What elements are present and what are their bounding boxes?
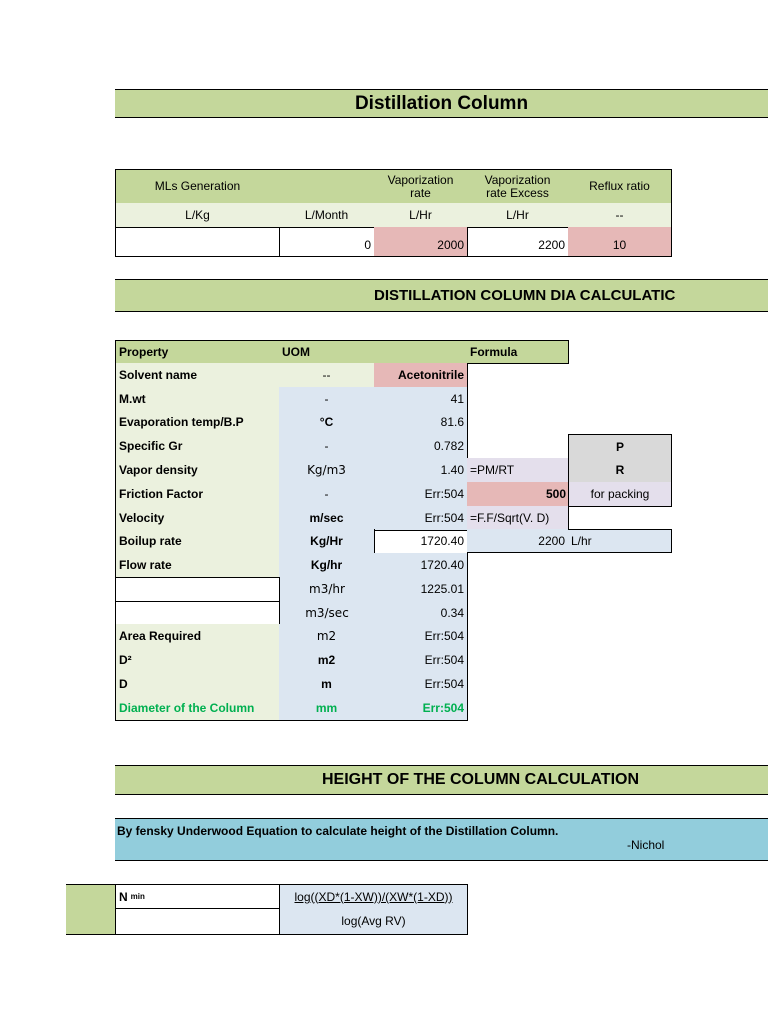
nmin-label-lower: [115, 908, 280, 935]
property-area-required: Area Required: [115, 624, 280, 649]
nmin-numerator-text: log((XD*(1-XW))/(XW*(1-XD)): [294, 889, 453, 904]
property-row-10: [115, 601, 280, 626]
uom-diameter-of-the-column: mm: [279, 696, 375, 721]
uom-vapor-density: Kg/m3: [279, 458, 375, 483]
fensky-text: By fensky Underwood Equation to calculate height of the Distillation Column.: [117, 824, 559, 838]
property-diameter-of-the-column: Diameter of the Column: [115, 696, 280, 721]
fensky-note: [115, 818, 768, 861]
nmin-label-sub: min: [130, 892, 145, 901]
value-vapor-density[interactable]: 1.40: [374, 458, 468, 483]
header-value: [374, 340, 468, 364]
friction-factor-value[interactable]: 500: [467, 482, 569, 507]
nmin-label: [115, 884, 280, 909]
uom-specific-gr: -: [279, 434, 375, 459]
page-title: Distillation Column: [115, 89, 768, 118]
uom-area-required: m2: [279, 624, 375, 649]
uom-friction-factor: -: [279, 482, 375, 507]
uom-m-wt: -: [279, 387, 375, 412]
property-d: D²: [115, 648, 280, 673]
property-friction-factor: Friction Factor: [115, 482, 280, 507]
property-specific-gr: Specific Gr: [115, 434, 280, 459]
value-reflux-ratio[interactable]: 10: [568, 227, 672, 257]
property-m-wt: M.wt: [115, 387, 280, 412]
unit-vaporization-rate-excess: L/Hr: [467, 203, 569, 228]
uom-velocity: m/sec: [279, 506, 375, 531]
col-header-mls-generation: MLs Generation: [115, 169, 280, 204]
value-flow-rate[interactable]: 1720.40: [374, 553, 468, 578]
value-vaporization-rate-excess[interactable]: 2200: [467, 227, 569, 257]
unit-l-month: L/Month: [279, 203, 375, 228]
fensky-author: -Nichol: [627, 838, 665, 852]
property-vapor-density: Vapor density: [115, 458, 280, 483]
value-row-10[interactable]: 0.34: [374, 601, 468, 626]
uom-evaporation-temp-b-p: °C: [279, 410, 375, 435]
property-flow-rate: Flow rate: [115, 553, 280, 578]
header-property: Property: [115, 340, 280, 364]
value-row-9[interactable]: 1225.01: [374, 577, 468, 602]
value-mls-generation[interactable]: [115, 227, 280, 257]
nmin-denominator: [279, 908, 468, 935]
header-formula: Formula: [467, 340, 569, 364]
value-d[interactable]: Err:504: [374, 648, 468, 673]
col-header-blank: [279, 169, 375, 204]
value-solvent-name[interactable]: Acetonitrile: [374, 363, 468, 388]
r-label-cell: R: [568, 458, 672, 483]
vapor-density-formula: =PM/RT: [467, 458, 569, 483]
unit-reflux-ratio: --: [568, 203, 672, 228]
property-boilup-rate: Boilup rate: [115, 529, 280, 554]
value-friction-factor[interactable]: Err:504: [374, 482, 468, 507]
value-diameter-of-the-column[interactable]: Err:504: [374, 696, 468, 721]
section-dia-calculation: DISTILLATION COLUMN DIA CALCULATIC: [115, 279, 768, 312]
value-velocity[interactable]: Err:504: [374, 506, 468, 531]
uom-row-10: m3/sec: [279, 601, 375, 626]
property-d: D: [115, 672, 280, 697]
p-label-cell: P: [568, 434, 672, 459]
col-header-reflux-ratio: Reflux ratio: [568, 169, 672, 204]
boilup-rate-lhr-value[interactable]: 2200: [467, 529, 569, 553]
uom-d: m2: [279, 648, 375, 673]
col-header-vaporization-rate-excess: Vaporization rate Excess: [467, 169, 569, 204]
uom-row-9: m3/hr: [279, 577, 375, 602]
property-row-9: [115, 577, 280, 602]
uom-solvent-name: --: [279, 363, 375, 388]
header-uom: UOM: [279, 340, 375, 364]
col-header-vaporization-rate: Vaporization rate: [374, 169, 468, 204]
nmin-denominator-text: log(Avg RV): [341, 914, 406, 928]
property-evaporation-temp-b-p: Evaporation temp/B.P: [115, 410, 280, 435]
unit-mls-generation: L/Kg: [115, 203, 280, 228]
value-area-required[interactable]: Err:504: [374, 624, 468, 649]
value-m-wt[interactable]: 41: [374, 387, 468, 412]
value-vaporization-rate[interactable]: 2000: [374, 227, 468, 257]
property-velocity: Velocity: [115, 506, 280, 531]
value-l-month[interactable]: 0: [279, 227, 375, 257]
unit-vaporization-rate: L/Hr: [374, 203, 468, 228]
value-boilup-rate[interactable]: 1720.40: [374, 529, 468, 554]
nmin-label-n: N: [119, 889, 128, 904]
velocity-formula: =F.F/Sqrt(V. D): [467, 506, 569, 530]
nmin-green-marker: [66, 884, 116, 935]
value-evaporation-temp-b-p[interactable]: 81.6: [374, 410, 468, 435]
boilup-rate-unit: L/hr: [568, 529, 672, 553]
property-solvent-name: Solvent name: [115, 363, 280, 388]
section-height-calculation: HEIGHT OF THE COLUMN CALCULATION: [115, 765, 768, 795]
value-d[interactable]: Err:504: [374, 672, 468, 697]
nmin-numerator: [279, 884, 468, 909]
uom-boilup-rate: Kg/Hr: [279, 529, 375, 554]
uom-flow-rate: Kg/hr: [279, 553, 375, 578]
uom-d: m: [279, 672, 375, 697]
value-specific-gr[interactable]: 0.782: [374, 434, 468, 459]
packing-label: for packing: [568, 482, 672, 507]
